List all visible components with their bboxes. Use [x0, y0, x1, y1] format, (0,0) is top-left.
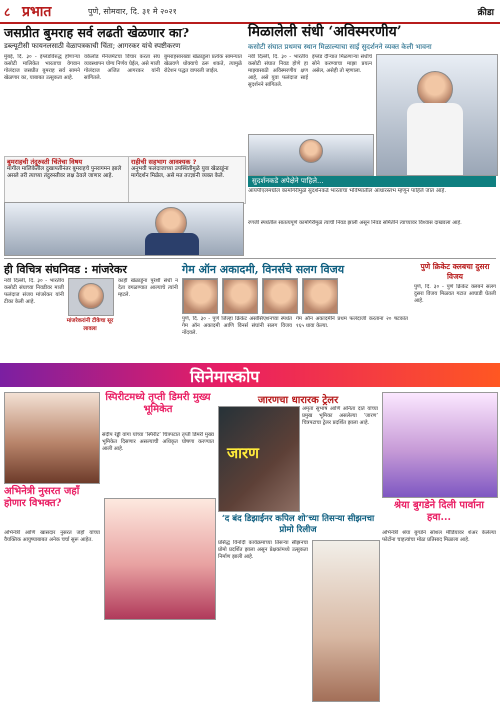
sai-face-icon: [417, 71, 453, 107]
game-on-para-1: पुणे, दि. ३० - पुणे जिल्हा क्रिकेट असोसिएशनच्या स्पर्धेत गेम ऑन अकादमी आणि विनर्स संघांनी सलग विजय नोंदवले.: [182, 316, 292, 336]
bumrah-body-col2: [84, 54, 160, 154]
player-photo-4: [302, 278, 338, 314]
bumrah-para-3: बुमराहसारख्या खेळाडूला प्रत्येक सामन्यात खेळवणे धोक्याचे ठरू शकते, त्यामुळे रोटेशन पद्धत वापरली जाईल.: [164, 54, 242, 74]
manjrekar-body-col1: [4, 278, 64, 360]
page-header: [0, 0, 500, 24]
rahul-box-title: राहीची सहभाग आवश्यक ?: [131, 158, 197, 166]
bumrah-caption-text: मागील मालिकेतील दुखापतीनंतर बुमराहचे पुनरागमन झाले असले तरी त्याच्या तंदुरुस्तीवर लक्ष ठेवले जाणार आहे.: [7, 166, 122, 179]
manjrekar-headline: ही विचित्र संघनिवड : मांजरेकर: [4, 263, 127, 276]
rahul-box: [128, 156, 246, 204]
sai-photo-right: [376, 54, 498, 176]
bumrah-headline: जसप्रीत बुमराह सर्व लढती खेळणार का?: [4, 25, 190, 40]
manjrekar-photo: [68, 278, 114, 316]
shreya-headline: श्रेया बुगडेने दिली पार्वाना हवा...: [394, 500, 484, 523]
jaaran-poster-title: जारण: [227, 444, 259, 462]
rahul-box-text: अनुभवी फलंदाजाच्या उपस्थितीमुळे युवा खेळाडूंना मार्गदर्शन मिळेल, असे मत तज्ज्ञांनी व्यक्त केले.: [131, 166, 229, 179]
player-jersey-shape: [145, 233, 199, 255]
sai-box-title: सुदर्शनकडे अपेक्षेने पाहिले...: [248, 176, 496, 187]
bumrah-para-1: मुंबई, दि. ३० - इंग्लंडविरुद्ध होणाऱ्या कसोटी मालिकेत भारताचा वेगवान गोलंदाज जसप्रीत बुमराह सर्व सामने खेळणार का, याबाबत उत्सुकता आहे.: [4, 54, 80, 81]
bumrah-body-col1: [4, 54, 80, 154]
sai-body-col1: [248, 54, 308, 132]
section-label: क्रीडा: [477, 8, 494, 18]
bumrah-photo: [4, 202, 244, 256]
bumrah-para-2: वर्कलोड मॅनेजमेंटचा विचार करता संघ व्यवस्थापन योग्य निर्णय घेईल, असे माजी गोलंदाज अजित आगरकर यांनी सांगितले.: [84, 54, 160, 81]
cinema-banner: [0, 363, 500, 387]
game-on-body-col2: [296, 316, 408, 360]
player-photo-3: [262, 278, 298, 314]
sai-para-3: रणजी स्पर्धेतील सातत्यपूर्ण कामगिरीमुळे त्याची निवड झाली असून निवड समितीने त्याच्यावर विश्वास दाखवला आहे.: [248, 220, 462, 226]
nusrat-headline: अभिनेत्री नुसरत जहाँ होणार विभक्त?: [4, 486, 80, 509]
side-brief-headline: पुणे क्रिकेट क्लबचा दुसरा विजय: [420, 262, 490, 281]
nusrat-text: अभिनेत्री आणि खासदार नुसरत जहाँ यांच्या वैयक्तिक आयुष्याबाबत अनेक चर्चा सुरू आहेत.: [4, 530, 100, 543]
page-number: ८: [4, 5, 11, 19]
sai-body-col2: [312, 54, 372, 132]
bumrah-caption-title: बुमराहची तंदुरुस्ती चिंतेचा विषय: [7, 158, 83, 166]
tripti-text: संदीप रेड्डी वांगा यांच्या ‘स्पिरीट’ चित्रपटात तृप्ती डिमरी मुख्य भूमिकेत दिसणार असल्याची अधिकृत घोषणा करण्यात आली आहे.: [102, 432, 214, 452]
bumrah-body-col3: [164, 54, 242, 154]
sai-box-text: आयपीएलमधील कामगिरीमुळे सुदर्शनकडे भारताचा भविष्यातील आधारस्तंभ म्हणून पाहिले जात आहे.: [248, 188, 447, 194]
side-brief-text: पुणे, दि. ३० - पुणे क्रिकेट क्लबने सलग दुसरा विजय मिळवत गटात आघाडी घेतली आहे.: [414, 284, 496, 304]
manjrekar-para-1: नवी दिल्ली, दि. ३० - भारतीय कसोटी संघाच्या निवडीवर माजी फलंदाज संजय मांजरेकर यांनी टीका केली आहे.: [4, 278, 64, 305]
brand-logo: प्रभात: [22, 4, 52, 20]
manjrekar-face-icon: [78, 283, 104, 309]
nusrat-photo: [104, 498, 216, 620]
game-on-headline: गेम ऑन अकादमी, विनर्सचे सलग विजय: [182, 263, 345, 276]
bumrah-caption-box: [4, 156, 130, 204]
game-on-body-col1: [182, 316, 292, 360]
manjrekar-body-col2: [118, 278, 178, 360]
kapil-text: प्रसिद्ध विनोदी कार्यक्रमाच्या तिसऱ्या सीझनचा प्रोमो प्रदर्शित झाला असून प्रेक्षकांमध्ये उत्सुकता निर्माण झाली आहे.: [218, 540, 308, 560]
batter-face-icon: [299, 139, 323, 163]
jaaran-poster: [218, 406, 300, 512]
jaaran-headline: जारणचा धारारक ट्रेलर: [257, 395, 339, 406]
sai-body-col3: [248, 220, 496, 254]
bumrah-subheadline: डब्ल्यूटीसी फायनलसाठी वेळापत्रकाची चिंता; आगरकर यांचे स्पष्टीकरण: [4, 42, 181, 50]
sai-para-2: इंग्लंड दौऱ्यात मिळणाऱ्या संधीचे सोने करण्याचा माझा प्रयत्न असेल, असेही तो म्हणाला.: [312, 54, 372, 74]
shreya-photo: [382, 392, 498, 498]
sai-headline: मिळालेली संधी ‘अविस्मरणीय’: [248, 24, 402, 40]
jaaran-text: अमृता सुभाष आणि अनिता दाते यांच्या प्रमुख भूमिका असलेल्या ‘जारण’ चित्रपटाचा ट्रेलर प्रदर्शित झाला आहे.: [302, 406, 378, 426]
sai-subheadline: कसोटी संघात प्रथमच स्थान मिळाल्याचा साई सुदर्शनने व्यक्त केली भावना: [248, 43, 432, 51]
tripti-photo: [4, 392, 100, 484]
sai-photo-left: [248, 134, 374, 176]
date-line: पुणे, सोमवार, दि. ३१ मे २०२१: [88, 7, 177, 16]
player-photo-1: [182, 278, 218, 314]
shreya-text: अभिनेत्री श्रेया बुगडेने सोशल मीडियावर शेअर केलेल्या फोटोंना चाहत्यांचा मोठा प्रतिसाद मिळाला आहे.: [382, 530, 496, 543]
sai-whites-shape: [407, 103, 463, 175]
kapil-headline: ‘द बंद डिझाईनर कपिल शो’च्या तिसऱ्या सीझनचा प्रोमो रिलीज: [221, 514, 375, 535]
cinema-banner-title: सिनेमास्कोप: [190, 367, 260, 386]
sai-para-1: नवी दिल्ली, दि. ३० - भारतीय कसोटी संघात निवड होणे हा माझ्यासाठी अविस्मरणीय क्षण आहे, असे युवा फलंदाज साई सुदर्शनने सांगितले.: [248, 54, 308, 88]
tripti-headline: स्पिरीटमध्ये तृप्ती डिमरी मुख्य भूमिकेत: [105, 392, 211, 415]
manjrekar-caption: मांजरेकरांनी टीकेचा सूर लावला: [66, 318, 114, 332]
kapil-photo: [312, 540, 380, 702]
divider: [4, 258, 496, 259]
manjrekar-para-2: काही खेळाडूंना पुरेशी संधी न देता वगळण्यात आल्याचे त्यांनी म्हटले.: [118, 278, 178, 298]
game-on-para-2: गेम ऑन अकादमीने प्रथम फलंदाजी करताना २० षटकांत १६५ धावा केल्या.: [296, 316, 408, 329]
player-photo-2: [222, 278, 258, 314]
